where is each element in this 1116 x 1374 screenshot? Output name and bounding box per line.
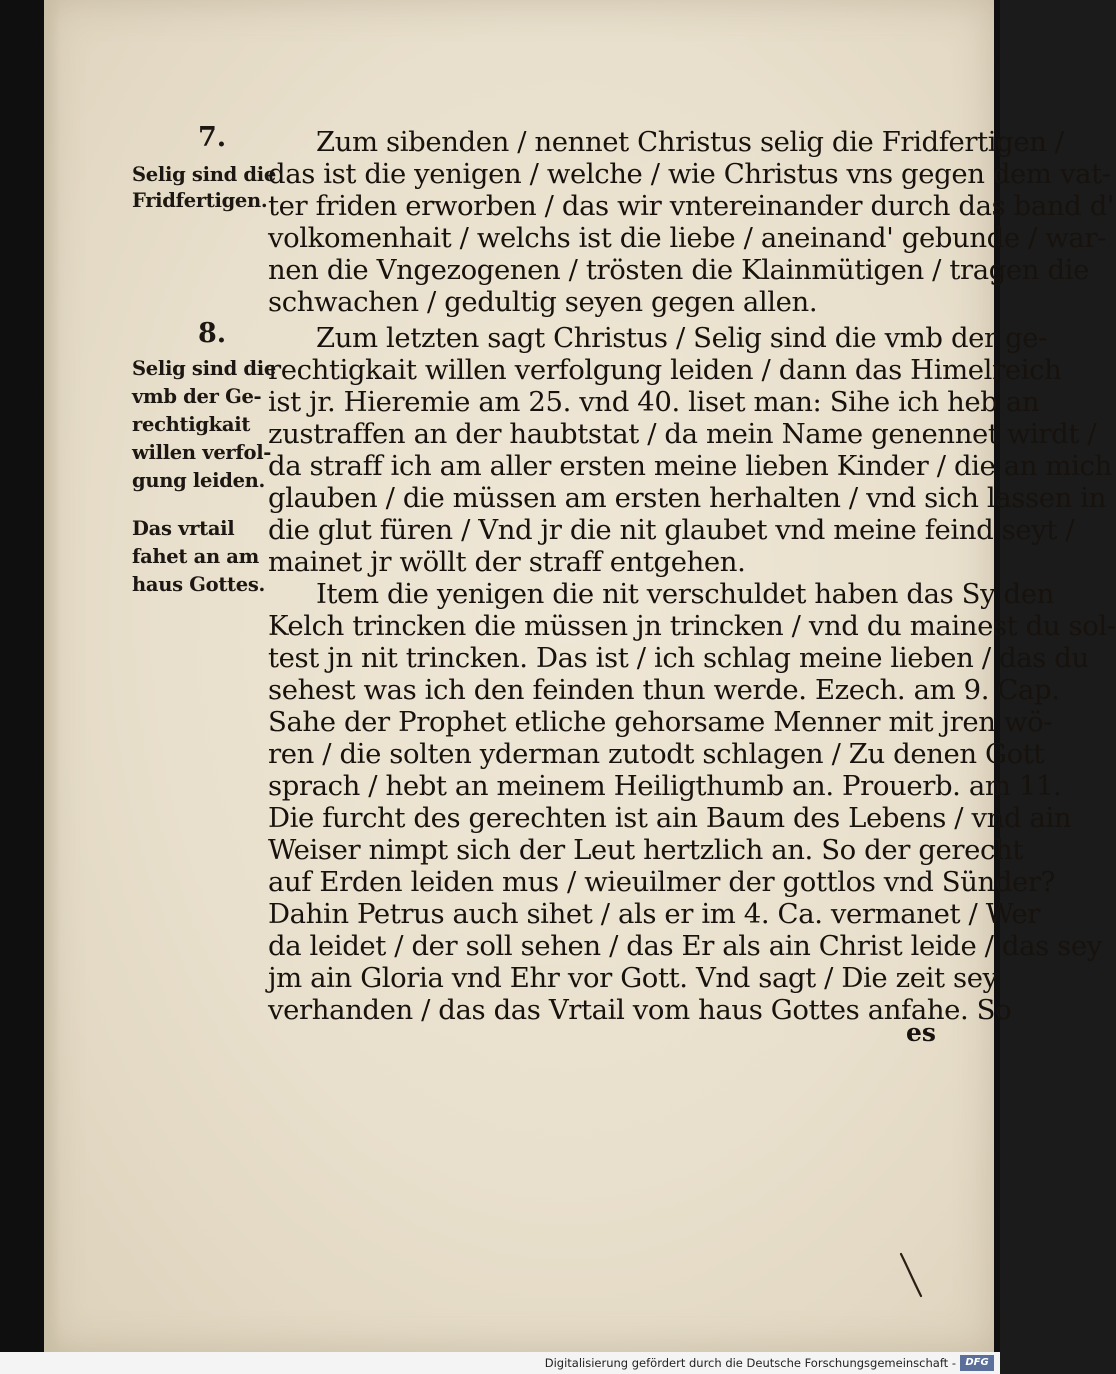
text-line: Zum sibenden / nennet Christus selig die Fridfertigen / [316,126,1064,158]
text-line: test jn nit trincken. Das ist / ich schlag meine lieben / das du [268,642,1089,674]
page-gutter-shadow [44,0,60,1352]
margin-note-line: vmb der Ge- [132,385,262,408]
text-line: jm ain Gloria vnd Ehr vor Gott. Vnd sagt / Die zeit sey [268,962,998,994]
text-line: sehest was ich den feinden thun werde. Ezech. am 9. Cap. [268,674,1060,706]
text-line: die glut füren / Vnd jr die nit glaubet vnd meine feind seyt / [268,514,1075,546]
margin-number-7: 7. [198,122,227,153]
text-line: mainet jr wöllt der straff entgehen. [268,546,746,578]
margin-note-line: Fridfertigen. [132,189,268,212]
text-line: Dahin Petrus auch sihet / als er im 4. Ca. vermanet / Wer [268,898,1040,930]
digitization-footer [0,1352,1000,1374]
text-line: Kelch trincken die müssen jn trincken / vnd du mainest du sol- [268,610,1116,642]
text-line: Weiser nimpt sich der Leut hertzlich an. So der gerecht [268,834,1023,866]
text-line: da leidet / der soll sehen / das Er als ain Christ leide / das sey [268,930,1102,962]
text-line: ter friden erworben / das wir vntereinander durch das band d' [268,190,1115,222]
text-line: glauben / die müssen am ersten herhalten / vnd sich lassen in [268,482,1106,514]
text-line: rechtigkait willen verfolgung leiden / dann das Himelreich [268,354,1062,386]
margin-note-line: Selig sind die [132,163,276,186]
margin-note-line: fahet an am [132,545,259,568]
text-line: da straff ich am aller ersten meine lieben Kinder / die an mich [268,450,1112,482]
text-line: verhanden / das das Vrtail vom haus Gottes anfahe. So [268,994,1012,1026]
text-line: auf Erden leiden mus / wieuilmer der gottlos vnd Sünder? [268,866,1056,898]
text-line: nen die Vngezogenen / trösten die Klainmütigen / tragen die [268,254,1089,286]
text-line: das ist die yenigen / welche / wie Christus vns gegen dem vat- [268,158,1111,190]
text-line: volkomenhait / welchs ist die liebe / aneinand' gebunde / war- [268,222,1107,254]
margin-note-line: Das vrtail [132,517,235,540]
margin-note-line: willen verfol- [132,441,272,464]
text-line: Sahe der Prophet etliche gehorsame Menner mit jren wö- [268,706,1053,738]
ink-stroke-mark [897,1250,927,1300]
text-line: schwachen / gedultig seyen gegen allen. [268,286,818,318]
dfg-logo: DFG [960,1355,994,1371]
funding-notice: Digitalisierung gefördert durch die Deutsche Forschungsgemeinschaft - [544,1356,956,1370]
margin-note-line: haus Gottes. [132,573,266,596]
text-line: ist jr. Hieremie am 25. vnd 40. liset man: Sihe ich heb an [268,386,1040,418]
text-line: zustraffen an der haubtstat / da mein Name genennet wirdt / [268,418,1097,450]
text-line: Item die yenigen die nit verschuldet haben das Sy den [316,578,1054,610]
text-line: Die furcht des gerechten ist ain Baum des Lebens / vnd ain [268,802,1072,834]
margin-number-8: 8. [198,318,227,349]
text-line: Zum letzten sagt Christus / Selig sind die vmb der ge- [316,322,1048,354]
catchword: es [906,1018,936,1047]
margin-note-line: gung leiden. [132,469,266,492]
text-line: sprach / hebt an meinem Heiligthumb an. Prouerb. am 11. [268,770,1062,802]
text-line: ren / die solten yderman zutodt schlagen / Zu denen Gott [268,738,1045,770]
margin-note-line: rechtigkait [132,413,251,436]
margin-note-line: Selig sind die [132,357,276,380]
